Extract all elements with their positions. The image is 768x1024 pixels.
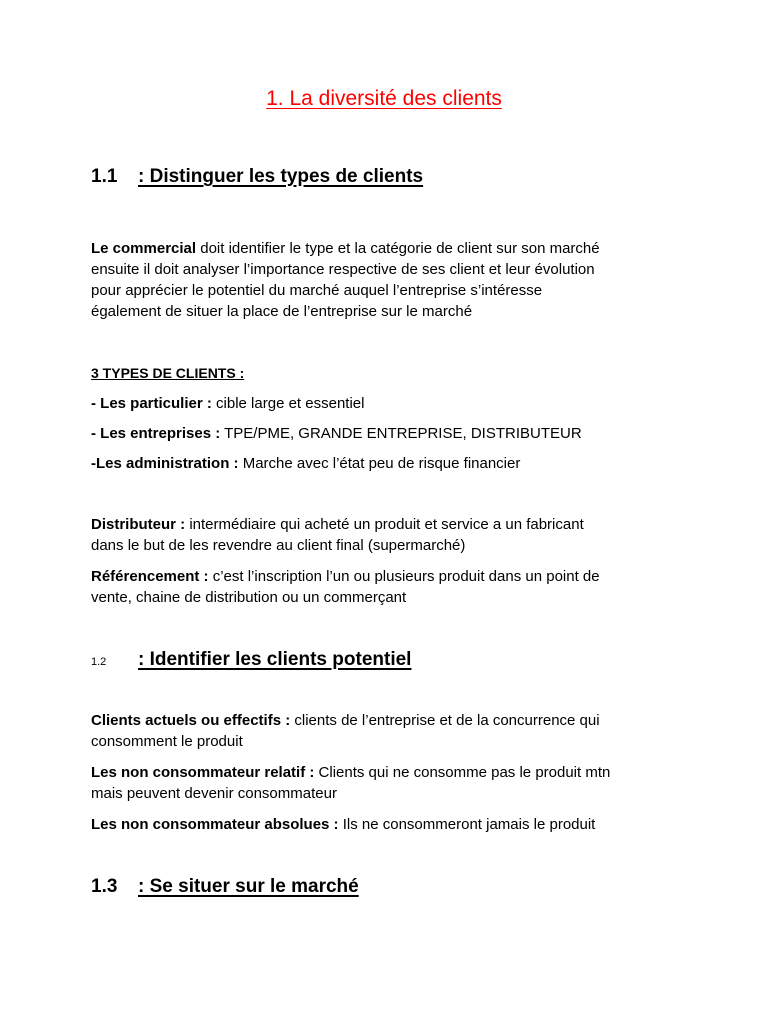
intro-line-1: doit identifier le type et la catégorie de client sur son marché — [196, 240, 600, 257]
potential-line-1: Ils ne consommeront jamais le produit — [338, 816, 596, 833]
definition-distributeur — [91, 514, 651, 556]
potential-item — [91, 710, 651, 752]
potential-item — [91, 762, 651, 804]
potential-line-1: clients de l’entreprise et de la concurrence qui — [290, 712, 600, 729]
potential-item — [91, 814, 651, 835]
type-label: - Les particulier : — [91, 395, 212, 412]
potential-label: Clients actuels ou effectifs : — [91, 712, 291, 729]
section-number: 1.1 — [91, 166, 118, 187]
section-title: : Distinguer les types de clients — [138, 166, 424, 187]
type-label: -Les administration : — [91, 455, 239, 472]
section-number: 1.3 — [91, 876, 118, 897]
potential-line-2: mais peuvent devenir consommateur — [91, 785, 337, 802]
type-item — [91, 393, 651, 414]
type-text: TPE/PME, GRANDE ENTREPRISE, DISTRIBUTEUR — [220, 425, 582, 442]
section-title: : Se situer sur le marché — [138, 876, 359, 897]
definition-label: Distributeur : — [91, 516, 186, 533]
section-1-1-heading — [91, 166, 423, 188]
section-1-3-heading — [91, 876, 359, 898]
type-label: - Les entreprises : — [91, 425, 221, 442]
intro-paragraph — [91, 238, 651, 322]
definition-line-2: dans le but de les revendre au client final (supermarché) — [91, 537, 466, 554]
definition-referencement — [91, 566, 651, 608]
section-title: : Identifier les clients potentiel — [138, 649, 412, 670]
definition-line-1: c’est l’inscription l’un ou plusieurs produit dans un point de — [208, 568, 600, 585]
section-number: 1.2 — [91, 656, 107, 668]
type-item — [91, 423, 651, 444]
intro-line-3: pour apprécier le potentiel du marché auquel l’entreprise s’intéresse — [91, 282, 543, 299]
intro-bold: Le commercial — [91, 240, 197, 257]
potential-label: Les non consommateur relatif : — [91, 764, 315, 781]
potential-label: Les non consommateur absolues : — [91, 816, 339, 833]
intro-line-4: également de situer la place de l’entreprise sur le marché — [91, 303, 473, 320]
definition-label: Référencement : — [91, 568, 209, 585]
type-text: Marche avec l’état peu de risque financier — [238, 455, 521, 472]
types-heading: 3 TYPES DE CLIENTS : — [91, 365, 245, 381]
potential-line-2: consomment le produit — [91, 733, 243, 750]
definition-line-2: vente, chaine de distribution ou un commerçant — [91, 589, 407, 606]
type-item — [91, 453, 651, 474]
definition-line-1: intermédiaire qui acheté un produit et service a un fabricant — [185, 516, 584, 533]
section-1-2-heading — [91, 649, 411, 671]
intro-line-2: ensuite il doit analyser l’importance respective de ses client et leur évolution — [91, 261, 595, 278]
page-title: 1. La diversité des clients — [266, 87, 502, 110]
potential-line-1: Clients qui ne consomme pas le produit mtn — [314, 764, 611, 781]
type-text: cible large et essentiel — [211, 395, 365, 412]
